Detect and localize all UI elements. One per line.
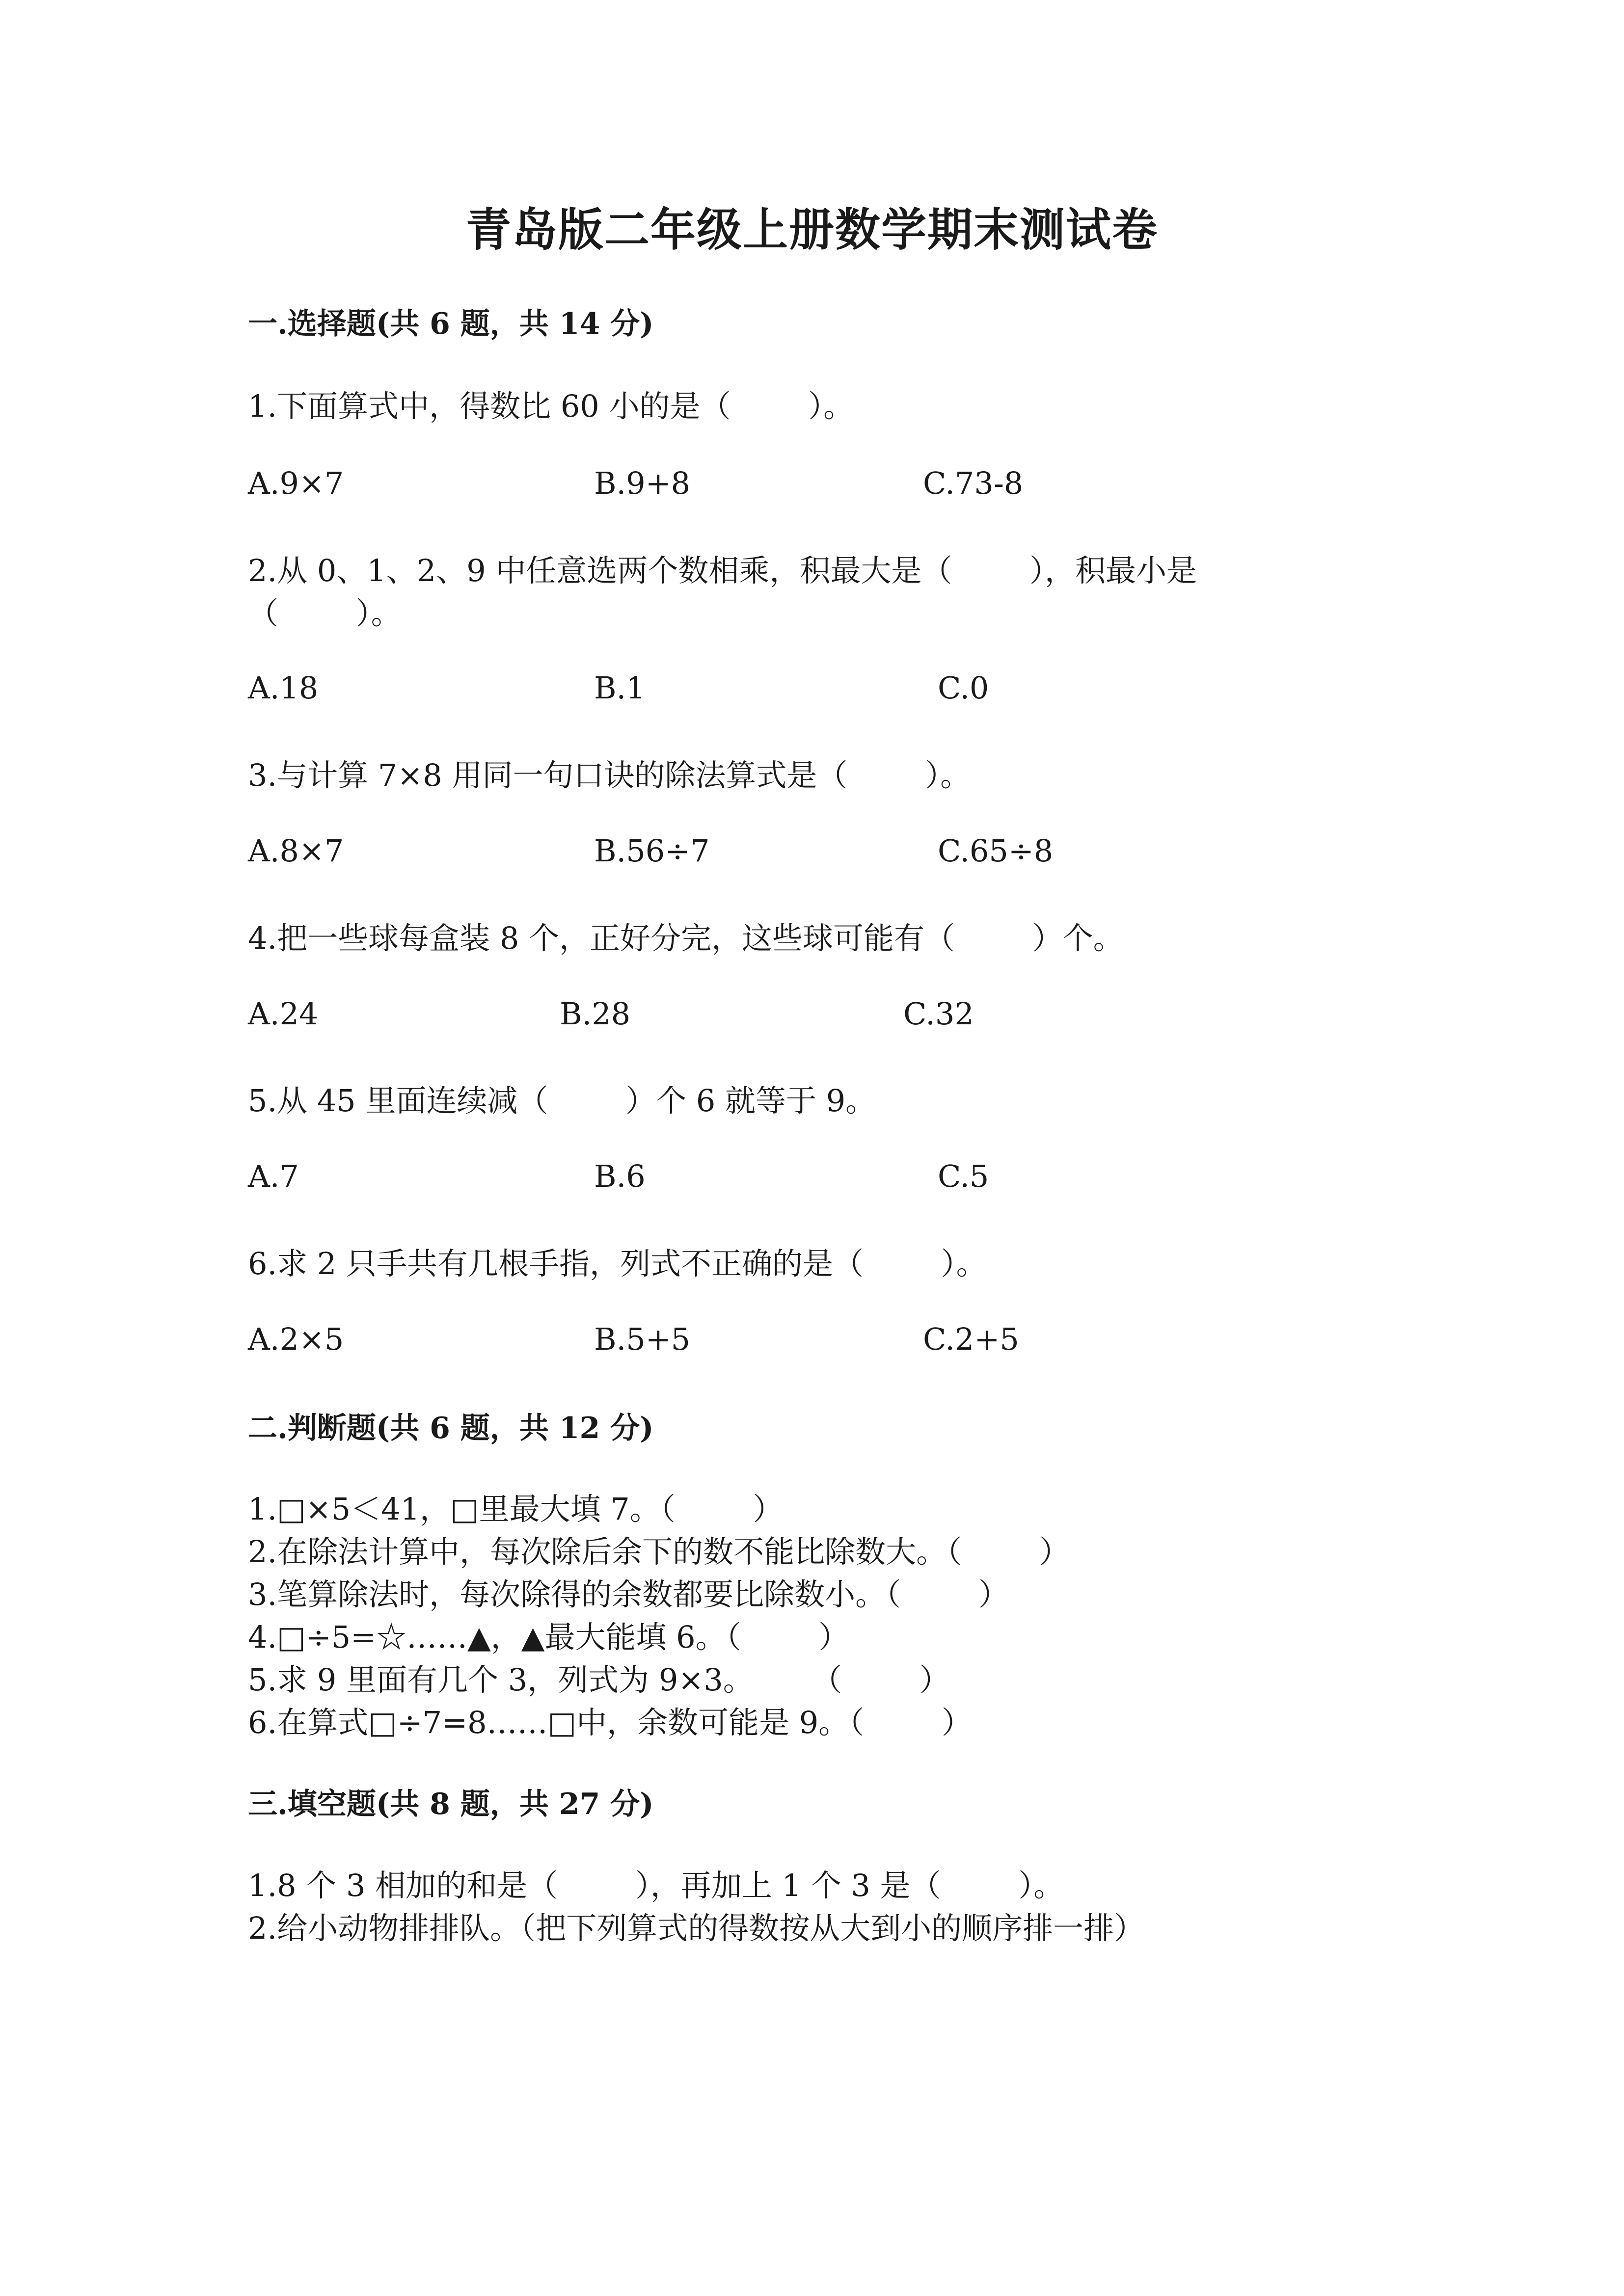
option-a: A.24 <box>248 996 319 1032</box>
option-c: C.2+5 <box>923 1321 1019 1357</box>
option-a: A.9×7 <box>248 465 344 501</box>
option-c: C.73-8 <box>923 465 1024 501</box>
judgment-item-4: 4.□÷5=☆……▲，▲最大能填 6。（ ） <box>248 1619 849 1655</box>
question-4: 4.把一些球每盒装 8 个，正好分完，这些球可能有（ ）个。 <box>248 920 1124 956</box>
question-1: 1.下面算式中，得数比 60 小的是（ ）。 <box>248 388 854 424</box>
option-b: B.56÷7 <box>594 833 710 869</box>
option-c: C.5 <box>938 1158 989 1194</box>
judgment-item-3: 3.笔算除法时，每次除得的余数都要比除数小。（ ） <box>248 1576 1009 1612</box>
option-b: B.9+8 <box>594 465 691 501</box>
option-a: A.2×5 <box>248 1321 344 1357</box>
option-b: B.6 <box>594 1158 646 1194</box>
question-6: 6.求 2 只手共有几根手指，列式不正确的是（ ）。 <box>248 1246 987 1281</box>
option-c: C.0 <box>938 670 989 706</box>
judgment-item-5: 5.求 9 里面有几个 3，列式为 9×3。 （ ） <box>248 1662 950 1698</box>
fill-item-1: 1.8 个 3 相加的和是（ ），再加上 1 个 3 是（ ）。 <box>248 1868 1064 1903</box>
judgment-item-6: 6.在算式□÷7=8……□中，余数可能是 9。（ ） <box>248 1705 972 1740</box>
option-b: B.5+5 <box>594 1321 691 1357</box>
option-c: C.65÷8 <box>938 833 1054 869</box>
option-b: B.28 <box>560 996 631 1032</box>
option-a: A.18 <box>248 670 319 706</box>
option-c: C.32 <box>903 996 974 1032</box>
question-5: 5.从 45 里面连续减（ ）个 6 就等于 9。 <box>248 1083 876 1119</box>
section-header-fill: 三.填空题(共 8 题，共 27 分) <box>248 1787 654 1821</box>
option-b: B.1 <box>594 670 646 706</box>
question-2: 2.从 0、1、2、9 中任意选两个数相乘，积最大是（ ），积最小是 <box>248 553 1197 588</box>
option-a: A.7 <box>248 1158 299 1194</box>
option-a: A.8×7 <box>248 833 344 869</box>
page-title: 青岛版二年级上册数学期末测试卷 <box>465 203 1158 256</box>
section-header-choice: 一.选择题(共 6 题，共 14 分) <box>248 307 654 341</box>
question-2-continued: （ ）。 <box>248 595 402 631</box>
section-header-judgment: 二.判断题(共 6 题，共 12 分) <box>248 1411 654 1445</box>
judgment-item-2: 2.在除法计算中，每次除后余下的数不能比除数大。（ ） <box>248 1534 1070 1570</box>
question-3: 3.与计算 7×8 用同一句口诀的除法算式是（ ）。 <box>248 757 971 793</box>
fill-item-2: 2.给小动物排排队。（把下列算式的得数按从大到小的顺序排一排） <box>248 1910 1145 1946</box>
judgment-item-1: 1.□×5＜41，□里最大填 7。（ ） <box>248 1491 784 1527</box>
